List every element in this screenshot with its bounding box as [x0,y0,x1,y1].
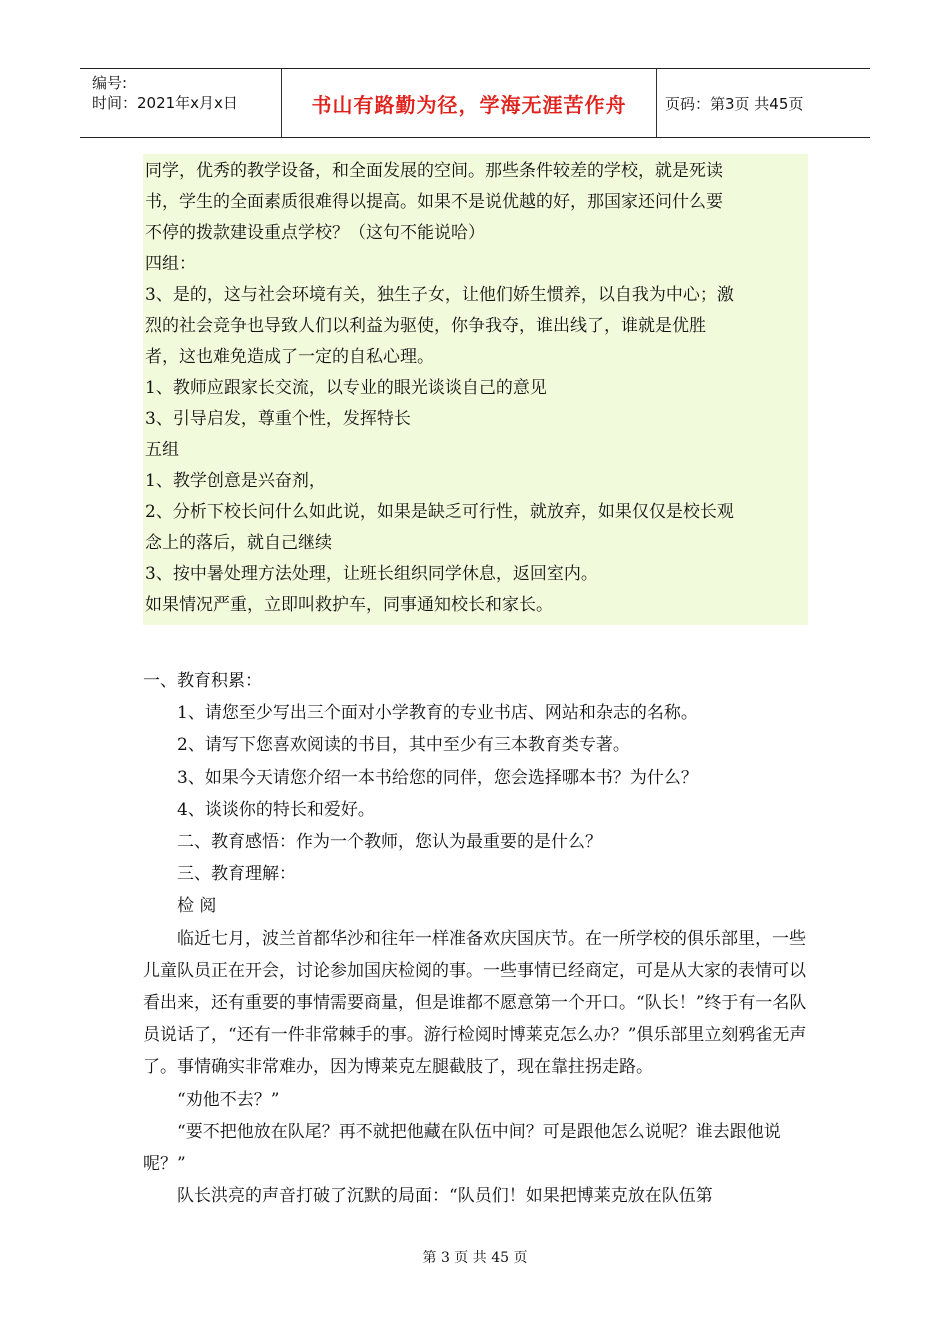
text-line: 不停的拨款建设重点学校？（这句不能说哈） [145,223,485,243]
text-line: 同学，优秀的教学设备，和全面发展的空间。那些条件较差的学校，就是死读 [145,161,723,181]
main-body [143,665,807,1212]
text-line: 3、是的，这与社会环境有关，独生子女，让他们娇生惯养，以自我为中心；激 [145,285,734,305]
text-line: 五组 [145,440,179,460]
question-2: 2、请写下您喜欢阅读的书目，其中至少有三本教育类专著。 [177,735,630,756]
question-1: 1、请您至少写出三个面对小学教育的专业书店、网站和杂志的名称。 [177,703,698,724]
page-footer: 第 3 页 共 45 页 [422,1250,528,1266]
text-line: 书，学生的全面素质很难得以提高。如果不是说优越的好，那国家还问什么要 [145,192,723,212]
question-4: 4、谈谈你的特长和爱好。 [177,799,375,820]
header-motto: 书山有路勤为径，学海无涯苦作舟 [282,69,657,137]
section-heading-accumulation: 一、教育积累： [143,671,262,691]
text-line: 3、引导启发，尊重个性，发挥特长 [145,409,411,429]
story-paragraph: “要不把他放在队尾？再不就把他藏在队伍中间？可是跟他怎么说呢？谁去跟他说呢？” [143,1121,781,1175]
header-meta [80,69,282,137]
number-label: 编号: [92,74,128,92]
section-heading-understanding: 三、教育理解： [177,864,296,885]
text-line: 1、教师应跟家长交流，以专业的眼光谈谈自己的意见 [145,378,547,398]
text-line: 四组： [145,254,196,274]
text-line: 烈的社会竞争也导致人们以利益为驱使，你争我夺，谁出线了，谁就是优胜 [145,316,706,336]
time-label: 时间：2021年x月x日 [92,94,238,112]
header-page-info: 页码：第3页 共45页 [665,94,804,113]
story-paragraph: “劝他不去？” [177,1089,280,1110]
text-line: 3、按中暑处理方法处理，让班长组织同学休息，返回室内。 [145,564,598,584]
section-heading-insight: 二、教育感悟：作为一个教师，您认为最重要的是什么？ [177,832,602,853]
text-line: 1、教学创意是兴奋剂， [145,471,326,491]
text-line: 如果情况严重，立即叫救护车，同事通知校长和家长。 [145,595,553,615]
story-paragraph: 临近七月，波兰首都华沙和往年一样准备欢庆国庆节。在一所学校的俱乐部里，一些儿童队员正在开会，讨论参加国庆检阅的事。一些事情已经商定，可是从大家的表情可以看出来，还有重要的事情需要商量，但是谁都不愿意第一个开口。“队长！”终于有一名队员说话了，“还有一件非常棘手的事。游行检阅时博莱克怎么办？”俱乐部里立刻鸦雀无声了。事情确实非常难办，因为博莱克左腿截肢了，现在靠拄拐走路。 [143,928,807,1078]
question-3: 3、如果今天请您介绍一本书给您的同伴，您会选择哪本书？为什么？ [177,767,698,788]
page-header [80,68,870,138]
text-line: 2、分析下校长问什么如此说，如果是缺乏可行性，就放弃，如果仅仅是校长观 [145,502,734,522]
text-line: 念上的落后，就自己继续 [145,533,332,553]
text-line: 者，这也难免造成了一定的自私心理。 [145,347,434,367]
story-paragraph: 队长洪亮的声音打破了沉默的局面：“队员们！如果把博莱克放在队伍第 [177,1186,713,1207]
highlighted-answers [143,154,808,625]
story-title: 检 阅 [177,896,217,917]
